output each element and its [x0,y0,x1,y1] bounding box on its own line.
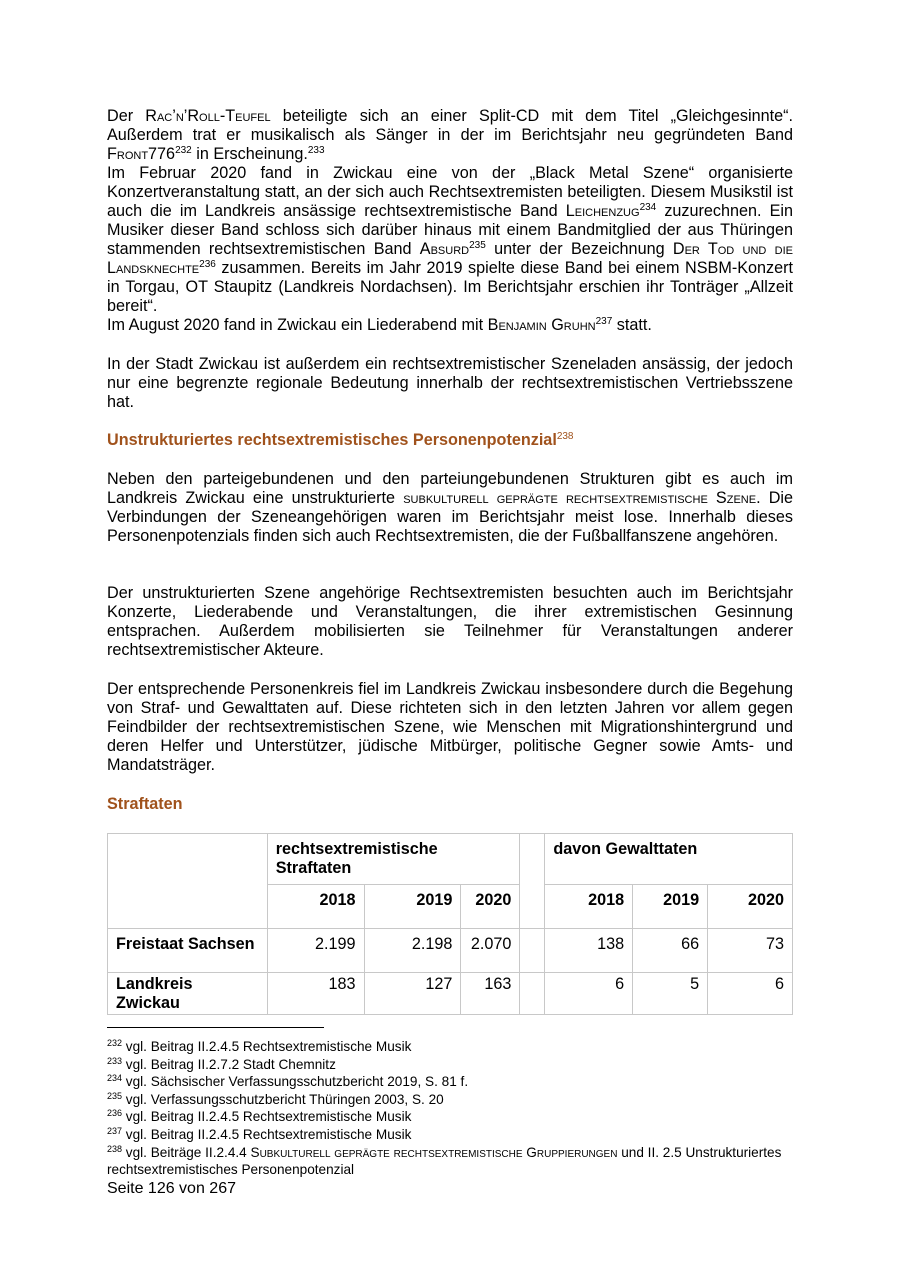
section-heading [107,431,574,450]
footnote [107,1091,793,1109]
text: Der [107,107,146,125]
paragraph-events: Der unstrukturierten Szene angehörige Rechtsextremisten besuchten auch im Berichtsjahr Konzerte, Liederabende und Veranstaltungen, die ihrer extremistischen Gesinnung entsprachen. Außerdem mobilisierten sie Teilnehmer für Veranstaltungen anderer rechtsextremistischer Akteure. [107,584,793,659]
footnote-text: und II. 2.5 Unstrukturiertes rechtsextremistisches Personenpotenzial [107,1144,782,1178]
page-number: Seite 126 von 267 [107,1180,236,1197]
table-cell: 2.199 [267,929,364,973]
footnote-term: Subkulturell geprägte rechtsextremistische Gruppierungen [250,1144,618,1160]
footnote-text: vgl. Beitrag II.2.4.5 Rechtsextremistische Musik [122,1126,412,1142]
band-name: Rac’n’Roll-Teufel [145,107,271,125]
footnote [107,1038,793,1056]
text: Neben den parteigebundenen und den parteiungebundenen Strukturen gibt es auch im Landkreis Zwickau eine unstrukturierte [107,470,793,507]
year-header: 2020 [461,885,520,929]
row-label [108,973,268,1015]
text: statt. [612,316,652,334]
year-header: 2019 [633,885,708,929]
footnote-number: 234 [107,1073,123,1084]
footnote-text: vgl. Beitrag II.2.4.5 Rechtsextremistische Musik [122,1039,412,1054]
footnote-text: vgl. Verfassungsschutzbericht Thüringen 2003, S. 20 [122,1091,444,1107]
footnote-text: vgl. Sächsischer Verfassungsschutzbericht 2019, S. 81 f. [122,1074,469,1090]
footnote [107,1056,793,1074]
scene-term: subkulturell geprägte rechtsextremistische Szene [403,489,757,507]
text: zuzurechnen. Ein Musiker dieser Band schloss sich darüber hinaus mit einem Bandmitglied der aus Thüringen stammenden rechtsextremistischen Band [107,202,793,258]
footnote-text: vgl. Beitrag II.2.4.5 Rechtsextremistische Musik [122,1109,412,1125]
footnote-ref[interactable]: 232 [175,145,192,156]
text: beteiligte sich an einer Split-CD mit dem Titel „Gleichgesinnte“. Außerdem trat er musikalisch als Sänger in der im Berichtsjahr neu gegründeten Band [107,107,793,144]
text: in Erscheinung. [191,145,308,163]
spacer-cell [520,929,545,973]
text: Im Februar 2020 fand in Zwickau eine von der „Black Metal Szene“ organisierte Konzertveranstaltung statt, an der sich auch Rechtsextremisten beteiligten. Diesem Musikstil ist auch die im Landkreis ansässige rechtsextremistische Band [107,164,793,220]
footnote [107,1144,793,1179]
table-cell: 5 [633,973,708,1015]
paragraph-shop: In der Stadt Zwickau ist außerdem ein rechtsextremistischer Szeneladen ansässig, der jedoch nur eine begrenzte regionale Bedeutung innerhalb der rechtsextremistischen Vertriebsszene hat. [107,355,793,411]
year-header: 2020 [708,885,793,929]
text: zusammen. Bereits im Jahr 2019 spielte diese Band bei einem NSBM-Konzert in Torgau, OT Staupitz (Landkreis Nordachsen). Im Berichtsjahr erschien ihr Tonträger „Allzeit bereit“. [107,259,793,315]
footnote-separator [107,1027,324,1028]
row-label: Freistaat Sachsen [108,929,268,973]
table-row [108,973,793,1015]
table-row [108,929,793,973]
footnote-number: 235 [107,1090,123,1101]
band-name: Absurd [419,240,470,258]
column-group-header: davon Gewalttaten [545,834,793,885]
table-cell: 163 [461,973,520,1015]
footnote-ref[interactable]: 236 [199,259,216,270]
year-header: 2018 [545,885,633,929]
table-cell: 2.198 [364,929,461,973]
table-header-row [108,834,793,885]
row-label-text: Landkreis Zwickau [116,975,193,1012]
footnote [107,1126,793,1144]
year-header: 2019 [364,885,461,929]
footnote-number: 237 [107,1125,123,1136]
year-header: 2018 [267,885,364,929]
table-cell: 6 [545,973,633,1015]
footnote-number: 232 [107,1038,123,1048]
person-name: Benjamin Gruhn [487,316,596,334]
text: unter der Bezeichnung [485,240,673,258]
footnote-ref[interactable]: 234 [639,202,657,213]
section-heading-straftaten: Straftaten [107,795,183,813]
footnote [107,1108,793,1126]
table-cell: 127 [364,973,461,1015]
footnote-ref[interactable]: 237 [595,316,613,327]
footnote-ref[interactable]: 238 [556,431,574,442]
table-cell: 66 [633,929,708,973]
spacer-cell [520,973,545,1015]
table-cell: 6 [708,973,793,1015]
crime-statistics-table [107,833,793,1015]
column-group-header: rechtsextremistische Straftaten [267,834,520,885]
table-cell: 138 [545,929,633,973]
footnotes [107,1038,793,1179]
footnote-ref[interactable]: 235 [469,240,486,251]
band-name: Front776 [107,145,176,163]
paragraph-scene [107,470,793,546]
table-cell: 2.070 [461,929,520,973]
text: Im August 2020 fand in Zwickau ein Liederabend mit [107,316,488,334]
band-name: Der Tod und die Landsknechte [107,240,793,277]
paragraph-music [107,107,793,335]
footnote-number: 233 [107,1055,123,1066]
table-cell: 73 [708,929,793,973]
table-corner-cell [108,834,268,929]
text: . Die Verbindungen der Szeneangehörigen waren im Berichtsjahr meist lose. Innerhalb dieses Personenpotenzials finden sich auch Rechtsextremisten, die der Fußballfanszene angehören. [107,489,793,545]
spacer-cell [520,834,545,929]
footnote [107,1073,793,1091]
paragraph-crimes: Der entsprechende Personenkreis fiel im Landkreis Zwickau insbesondere durch die Begehung von Straf- und Gewalttaten auf. Diese richteten sich in den letzten Jahren vor allem gegen Feindbilder der rechtsextremistischen Szene, wie Menschen mit Migrationshintergrund und deren Helfer und Unterstützer, jüdische Mitbürger, politische Gegner sowie Amts- und Mandatsträger. [107,680,793,774]
footnote-ref[interactable]: 233 [307,145,325,156]
heading-text: Unstrukturiertes rechtsextremistisches Personenpotenzial [107,431,557,449]
band-name: Leichenzug [565,202,640,220]
table-cell: 183 [267,973,364,1015]
footnote-text: vgl. Beiträge II.2.4.4 [122,1144,251,1160]
footnote-number: 236 [107,1108,123,1119]
footnote-number: 238 [107,1143,123,1154]
footnote-text: vgl. Beitrag II.2.7.2 Stadt Chemnitz [122,1056,336,1072]
